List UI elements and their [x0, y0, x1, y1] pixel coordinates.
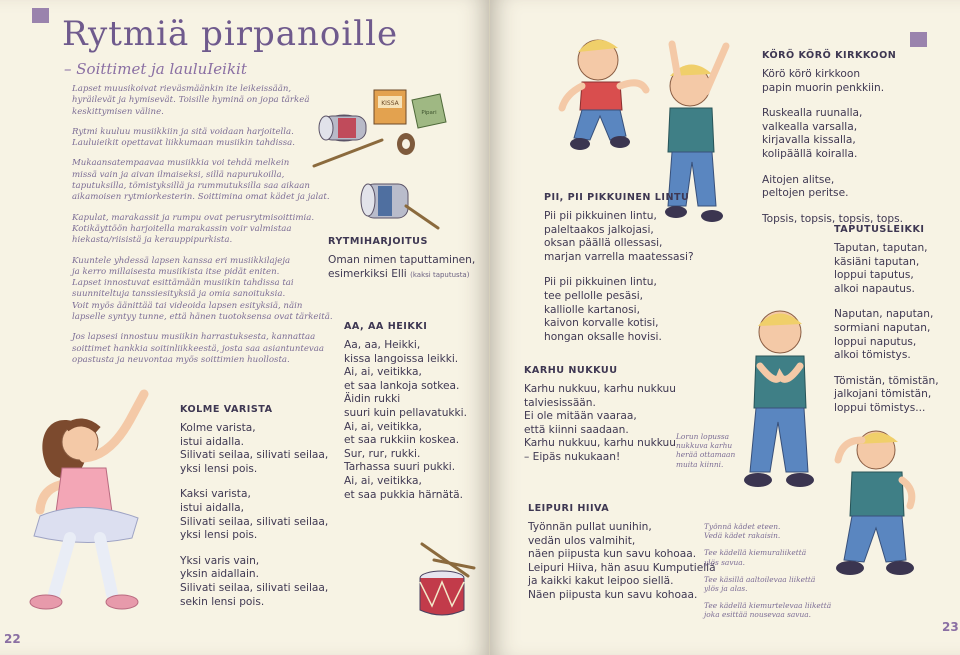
saluting-boy-illustration: [824, 420, 934, 590]
intro-line: aikamoisen rytmiorkesterin. Soittimina omat kädet ja jalat.: [72, 192, 330, 203]
taputus-line: loppui taputus,: [834, 269, 914, 282]
intro-paragraph: [72, 256, 342, 324]
koro-line: Aitojen alitse,: [762, 173, 835, 186]
box-pipari-icon: [412, 94, 446, 128]
verse: [834, 242, 939, 296]
intro-line: Kapulat, marakassit ja rumpu ovat perusrytmisoittimia.: [72, 212, 315, 223]
karhu-line: – Eipäs nukukaan!: [524, 450, 621, 463]
clapping-boy-illustration: [730, 300, 830, 500]
aa-heikki-song: [344, 321, 467, 514]
aa-heikki-title: AA, AA HEIKKI: [344, 321, 428, 332]
verse: [834, 375, 939, 416]
intro-line: missä vain ja aivan ilmaiseksi, sillä napurukoilla,: [72, 169, 285, 180]
karhu-line: Karhu nukkuu, karhu nukkuu: [524, 437, 676, 450]
lintu-line: kaivon korvalle kotisi,: [544, 317, 659, 330]
koro-koro-song: [762, 50, 903, 238]
leipuri-note-line: joka esittää nousevaa savua.: [704, 610, 811, 620]
verse: [762, 107, 903, 161]
karhu-line: Karhu nukkuu, karhu nukkuu: [524, 383, 676, 395]
instruments-illustration: [312, 82, 457, 232]
koro-koro-title: KÖRÖ KÖRÖ KIRKKOON: [762, 50, 897, 61]
leipuri-hiiva-title: LEIPURI HIIVA: [528, 503, 610, 514]
leipuri-note-line: Tee kädellä kiemuraliikettä: [704, 548, 807, 558]
heikki-line: et saa rukkiin koskea.: [344, 434, 460, 447]
intro-line: Mukaansatempaavaa musiikkia voi tehdä melkein: [72, 158, 290, 169]
koro-line: valkealla varsalla,: [762, 120, 858, 133]
right-page: [490, 0, 960, 655]
heikki-line: et saa lankoja sotkea.: [344, 379, 460, 392]
box-kissa-label: KISSA: [381, 100, 399, 107]
leipuri-note-line: ylös ja alas.: [704, 584, 748, 594]
taputus-line: loppui tömistys...: [834, 401, 926, 414]
koro-line: Ruskealla ruunalla,: [762, 107, 863, 120]
koro-line: peltojen peritse.: [762, 187, 849, 200]
rubber-band-icon: [397, 133, 415, 155]
koro-line: Topsis, topsis, topsis, tops.: [762, 212, 903, 225]
intro-line: lapselle syntyy tunne, että hänen tuotoksensa ovat tärkeitä.: [72, 312, 333, 323]
page-title: Rytmiä pirpanoille: [62, 14, 399, 54]
drum-can-icon: [319, 115, 366, 141]
pikkuinen-lintu-song: [544, 192, 694, 356]
taputus-line: loppui naputus,: [834, 335, 917, 348]
verse: [544, 210, 694, 264]
taputusleikki-song: [834, 224, 939, 428]
intro-line: Rytmi kuuluu musiikkiin ja sitä voidaan harjoitella.: [72, 126, 294, 137]
leipuri-line: näen piipusta kun savu kohoaa.: [528, 548, 697, 561]
intro-line: soittimet hankkia soitinliikkeestä, josta saa asiantuntevaa: [72, 343, 325, 354]
intro-line: Lapset muusikoivat rieväsmäänkin ite leikeissään,: [72, 84, 292, 94]
karhu-note-line: Lorun lopussa: [676, 432, 730, 441]
varista-line: yksi lensi pois.: [180, 462, 258, 475]
varista-line: sekin lensi pois.: [180, 595, 265, 608]
varista-line: istui aidalla,: [180, 501, 245, 514]
kolme-varista-song: [180, 404, 328, 621]
karhu-nukkuu-note: [676, 432, 735, 469]
leipuri-hiiva-song: [528, 503, 716, 615]
intro-line: ja kerro millaisesta musiikista itse pidät eniten.: [72, 266, 280, 277]
leipuri-note-line: Työnnä kädet eteen.: [704, 522, 781, 531]
page-subtitle: – Soittimet ja lauluIeikit: [64, 60, 247, 78]
leipuri-note: [704, 548, 831, 566]
varista-line: yksi lensi pois.: [180, 529, 258, 542]
verse: [544, 276, 694, 344]
varista-line: Kolme varista,: [180, 422, 256, 434]
taputus-line: Taputan, taputan,: [834, 242, 928, 254]
intro-paragraph: [72, 158, 342, 203]
intro-line: hiekasta/riisistä ja kerauppipurkista.: [72, 235, 233, 246]
corner-square: [910, 32, 927, 47]
heikki-line: Aa, aa, Heikki,: [344, 339, 421, 351]
rytmi-line: Oman nimen taputtaminen,: [328, 254, 476, 266]
box-pipari-label: Pipari: [421, 110, 437, 116]
varista-line: Silivati seilaa, silivati seilaa,: [180, 515, 329, 528]
heikki-line: Sur, rur, rukki.: [344, 447, 421, 460]
leipuri-note: [704, 522, 831, 540]
verse: [180, 555, 328, 609]
intro-line: taputuksilla, tömistyksillä ja rummutuksilla saa aikaan: [72, 181, 310, 192]
leipuri-note: [704, 575, 831, 593]
taputusleikki-title: TAPUTUSLEIKKI: [834, 224, 925, 235]
intro-paragraph: [72, 332, 342, 366]
lintu-line: tee pellolle pesäsi,: [544, 289, 644, 302]
verse: [180, 422, 328, 476]
page-number-left: 22: [4, 632, 21, 646]
heikki-line: Tarhassa suuri pukki.: [344, 461, 456, 474]
page-number-right: 23: [942, 620, 959, 634]
leipuri-note-line: Tee kädellä kiemurtelevaa liikettä: [704, 601, 832, 611]
heikki-line: suuri kuin pellavatukki.: [344, 406, 467, 419]
intro-paragraph: [72, 84, 342, 118]
heikki-line: kissa langoissa leikki.: [344, 352, 459, 365]
koro-line: kolipäällä koiralla.: [762, 147, 858, 160]
karhu-note-line: nukkuva karhu: [676, 441, 733, 451]
leipuri-line: Näen piipusta kun savu kohoaa.: [528, 588, 698, 601]
box-kissa-icon: [374, 90, 406, 124]
intro-line: Voit myös äänittää tai videoida lapsen esityksiä, näin: [72, 300, 303, 311]
intro-line: suunniteltuja tanssiesityksiä ja omia sanoituksia.: [72, 289, 286, 300]
verse: [180, 488, 328, 542]
varista-line: Silivati seilaa, silivati seilaa,: [180, 449, 329, 462]
boy-red-shirt: [562, 40, 646, 150]
pikkuinen-lintu-title: PII, PII PIKKUINEN LINTU: [544, 192, 690, 203]
varista-line: istui aidalla.: [180, 435, 245, 448]
intro-line: Kuuntele yhdessä lapsen kanssa eri musiikkilajeja: [72, 255, 291, 266]
verse: [834, 308, 939, 362]
intro-line: hyräilevät ja hymisevät. Toisille hyminä on jopa tärkeä: [72, 95, 310, 106]
intro-line: keskittymisen väline.: [72, 106, 164, 117]
intro-line: Lauluieikit opettavat liikkumaan musiikin tahdissa.: [72, 138, 296, 149]
kolme-varista-title: KOLME VARISTA: [180, 404, 273, 415]
taputus-line: sormiani naputan,: [834, 321, 931, 334]
intro-line: opastusta ja neuvontaa myös soittimien huollosta.: [72, 354, 290, 365]
koro-line: kirjavalla kissalla,: [762, 134, 856, 147]
leipuri-hiiva-notes: [704, 522, 831, 628]
taputus-line: käsiäni taputan,: [834, 255, 920, 268]
taputus-line: Tömistän, tömistän,: [834, 374, 939, 387]
taputus-line: jalkojani tömistän,: [834, 388, 932, 401]
rytmi-line: esimerkiksi Elli (kaksi taputusta): [328, 267, 470, 280]
intro-line: Jos lapsesi innostuu musiikin harrastuksesta, kannattaa: [72, 332, 316, 343]
taputus-line: alkoi tömistys.: [834, 349, 911, 362]
lintu-line: paleltaakos jalkojasi,: [544, 223, 654, 236]
heikki-line: Äidin rukki: [344, 393, 401, 406]
leipuri-line: Leipuri Hiiva, hän asuu Kumputiellä: [528, 561, 716, 574]
leipuri-note-line: Vedä kädet rakaisin.: [704, 531, 781, 541]
intro-text: [72, 84, 342, 375]
rytmi-aside: (kaksi taputusta): [410, 270, 470, 279]
leipuri-line: ja kaikki kakut leipoo siellä.: [528, 575, 674, 588]
lintu-line: kalliolle kartanosi,: [544, 303, 640, 316]
intro-paragraph: [72, 127, 342, 150]
verse: [762, 174, 903, 201]
karhu-nukkuu-song: [524, 365, 676, 477]
intro-line: Lapset innostuvat esittämään musiikin tahdissa tai: [72, 278, 294, 289]
intro-line: Kotikäyttöön harjoitella marakassin voir valmistaa: [72, 223, 292, 234]
varista-line: Yksi varis vain,: [180, 554, 260, 567]
varista-line: Kaksi varista,: [180, 488, 251, 501]
heikki-line: Ai, ai, veitikka,: [344, 474, 422, 487]
karhu-line: Ei ole mitään vaaraa,: [524, 410, 637, 423]
karhu-line: että kiinni saadaan.: [524, 423, 629, 436]
karhu-line: talviesissään.: [524, 396, 596, 409]
lintu-line: Pii pii pikkuinen lintu,: [544, 210, 657, 222]
karhu-note-line: muita kiinni.: [676, 459, 724, 469]
lintu-line: oksan päällä ollessasi,: [544, 237, 663, 250]
taputus-line: Naputan, naputan,: [834, 308, 934, 321]
varista-line: Silivati seilaa, silivati seilaa,: [180, 581, 329, 594]
lintu-line: hongan oksalle hovisi.: [544, 330, 662, 343]
koro-line: papin muorin penkkiin.: [762, 81, 885, 94]
koro-line: Körö körö kirkkoon: [762, 68, 861, 80]
intro-paragraph: [72, 213, 342, 247]
leipuri-note-line: Tee käsillä aaltoilevaa liikettä: [704, 574, 816, 584]
varista-line: yksin aidallain.: [180, 568, 260, 581]
heikki-line: Ai, ai, veitikka,: [344, 420, 422, 433]
lintu-line: marjan varrella maatessasi?: [544, 250, 694, 263]
leipuri-line: vedän ulos valmihit,: [528, 534, 636, 547]
karhu-note-line: herää ottamaan: [676, 450, 736, 460]
heikki-line: Ai, ai, veitikka,: [344, 366, 422, 379]
lintu-line: Pii pii pikkuinen lintu,: [544, 276, 657, 289]
rytmiharjoitus-title: RYTMIHARJOITUS: [328, 236, 428, 247]
corner-square: [32, 8, 49, 23]
taputus-line: alkoi napautus.: [834, 282, 915, 295]
rytmiharjoitus-block: [328, 236, 475, 294]
leipuri-line: Työnnän pullat uunihin,: [528, 521, 652, 533]
leipuri-note-line: ylös savua.: [704, 557, 746, 567]
stick-icon: [314, 140, 382, 166]
heikki-line: et saa pukkia härnätä.: [344, 488, 464, 501]
verse: [762, 68, 903, 95]
maraca-icon: [361, 184, 438, 228]
drum-illustration: [412, 540, 478, 622]
leipuri-note: [704, 601, 831, 619]
dancing-girl-illustration: [10, 380, 170, 630]
karhu-nukkuu-title: KARHU NUKKUU: [524, 365, 618, 376]
